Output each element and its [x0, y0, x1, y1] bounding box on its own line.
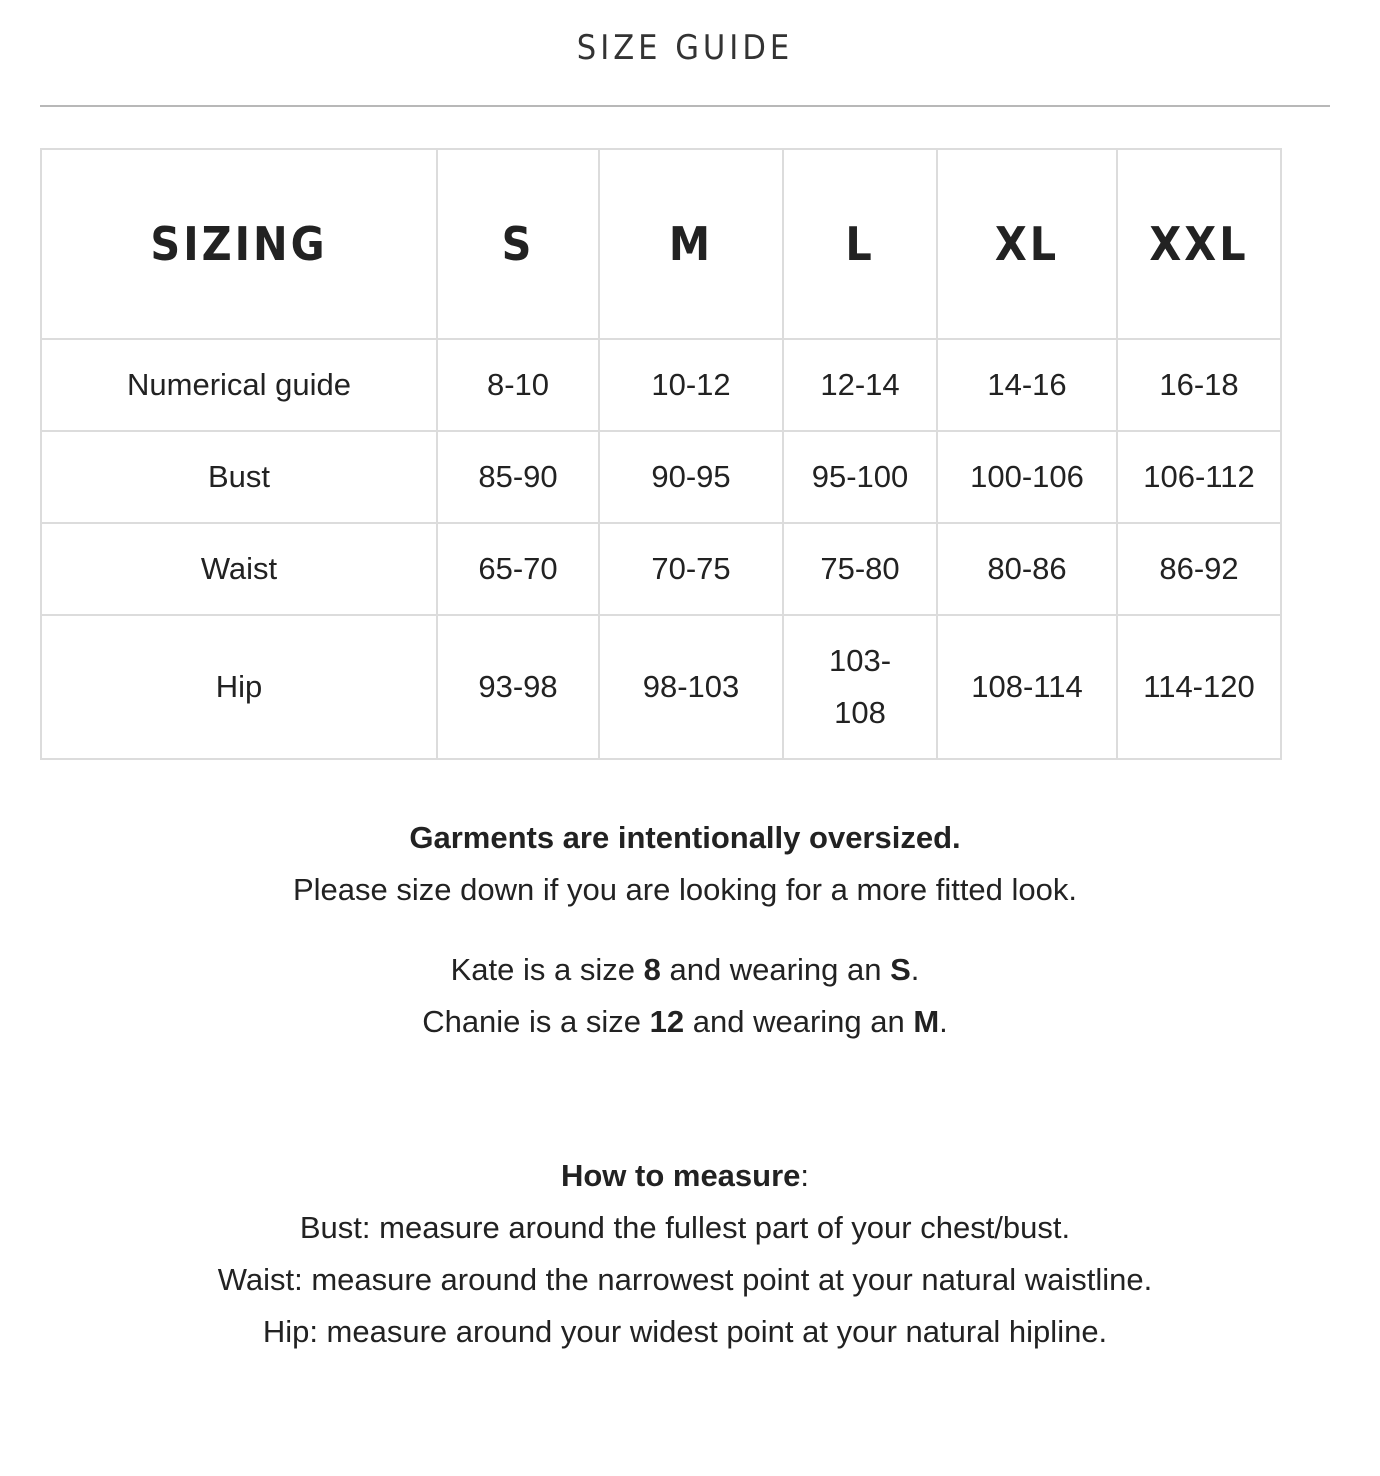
fit-note-body: Please size down if you are looking for a more fitted look. [292, 872, 1078, 907]
table-row [41, 339, 1281, 431]
how-to-measure [0, 1150, 1370, 1358]
table-cell: 106-112 [1117, 431, 1281, 523]
header-size-l: L [783, 149, 937, 339]
measure-hip: Hip: measure around your widest point at your natural hipline. [262, 1314, 1108, 1349]
table-cell: 93-98 [437, 615, 599, 759]
model-line: Kate is a size 8 and wearing an S. [450, 952, 920, 987]
table-cell: 80-86 [937, 523, 1117, 615]
fit-note [0, 812, 1370, 916]
table-cell: 90-95 [599, 431, 783, 523]
table-header-row [41, 149, 1281, 339]
page-title: SIZE GUIDE [576, 28, 794, 68]
table-cell: 95-100 [783, 431, 937, 523]
table-cell: 10-12 [599, 339, 783, 431]
table-cell: 12-14 [783, 339, 937, 431]
header-size-s: S [437, 149, 599, 339]
model-size: 12 [649, 1004, 685, 1039]
model-info [0, 944, 1370, 1048]
measure-bust: Bust: measure around the fullest part of your chest/bust. [299, 1210, 1071, 1245]
title-divider [40, 105, 1330, 107]
header-size-xl: XL [937, 149, 1117, 339]
table-cell: 75-80 [783, 523, 937, 615]
table-cell: 108-114 [937, 615, 1117, 759]
row-label: Waist [41, 523, 437, 615]
table-row [41, 431, 1281, 523]
table-cell: 98-103 [599, 615, 783, 759]
header-sizing: SIZING [41, 149, 437, 339]
table-cell: 14-16 [937, 339, 1117, 431]
measure-heading: How to measure: [560, 1158, 810, 1193]
table-row [41, 523, 1281, 615]
header-size-m: M [599, 149, 783, 339]
table-cell: 114-120 [1117, 615, 1281, 759]
model-wearing-size: S [890, 952, 911, 987]
size-table [40, 148, 1282, 760]
row-label: Hip [41, 615, 437, 759]
measure-waist: Waist: measure around the narrowest point at your natural waistline. [217, 1262, 1153, 1297]
header-size-xxl: XXL [1117, 149, 1281, 339]
table-cell: 85-90 [437, 431, 599, 523]
model-size: 8 [643, 952, 661, 987]
table-cell: 16-18 [1117, 339, 1281, 431]
table-cell: 65-70 [437, 523, 599, 615]
table-cell: 100-106 [937, 431, 1117, 523]
model-line: Chanie is a size 12 and wearing an M. [422, 1004, 948, 1039]
table-cell: 103-108 [783, 615, 937, 759]
table-cell: 8-10 [437, 339, 599, 431]
table-row [41, 615, 1281, 759]
model-wearing-size: M [913, 1004, 940, 1039]
fit-note-headline: Garments are intentionally oversized. [409, 820, 961, 855]
table-cell: 70-75 [599, 523, 783, 615]
row-label: Numerical guide [41, 339, 437, 431]
table-cell: 86-92 [1117, 523, 1281, 615]
row-label: Bust [41, 431, 437, 523]
